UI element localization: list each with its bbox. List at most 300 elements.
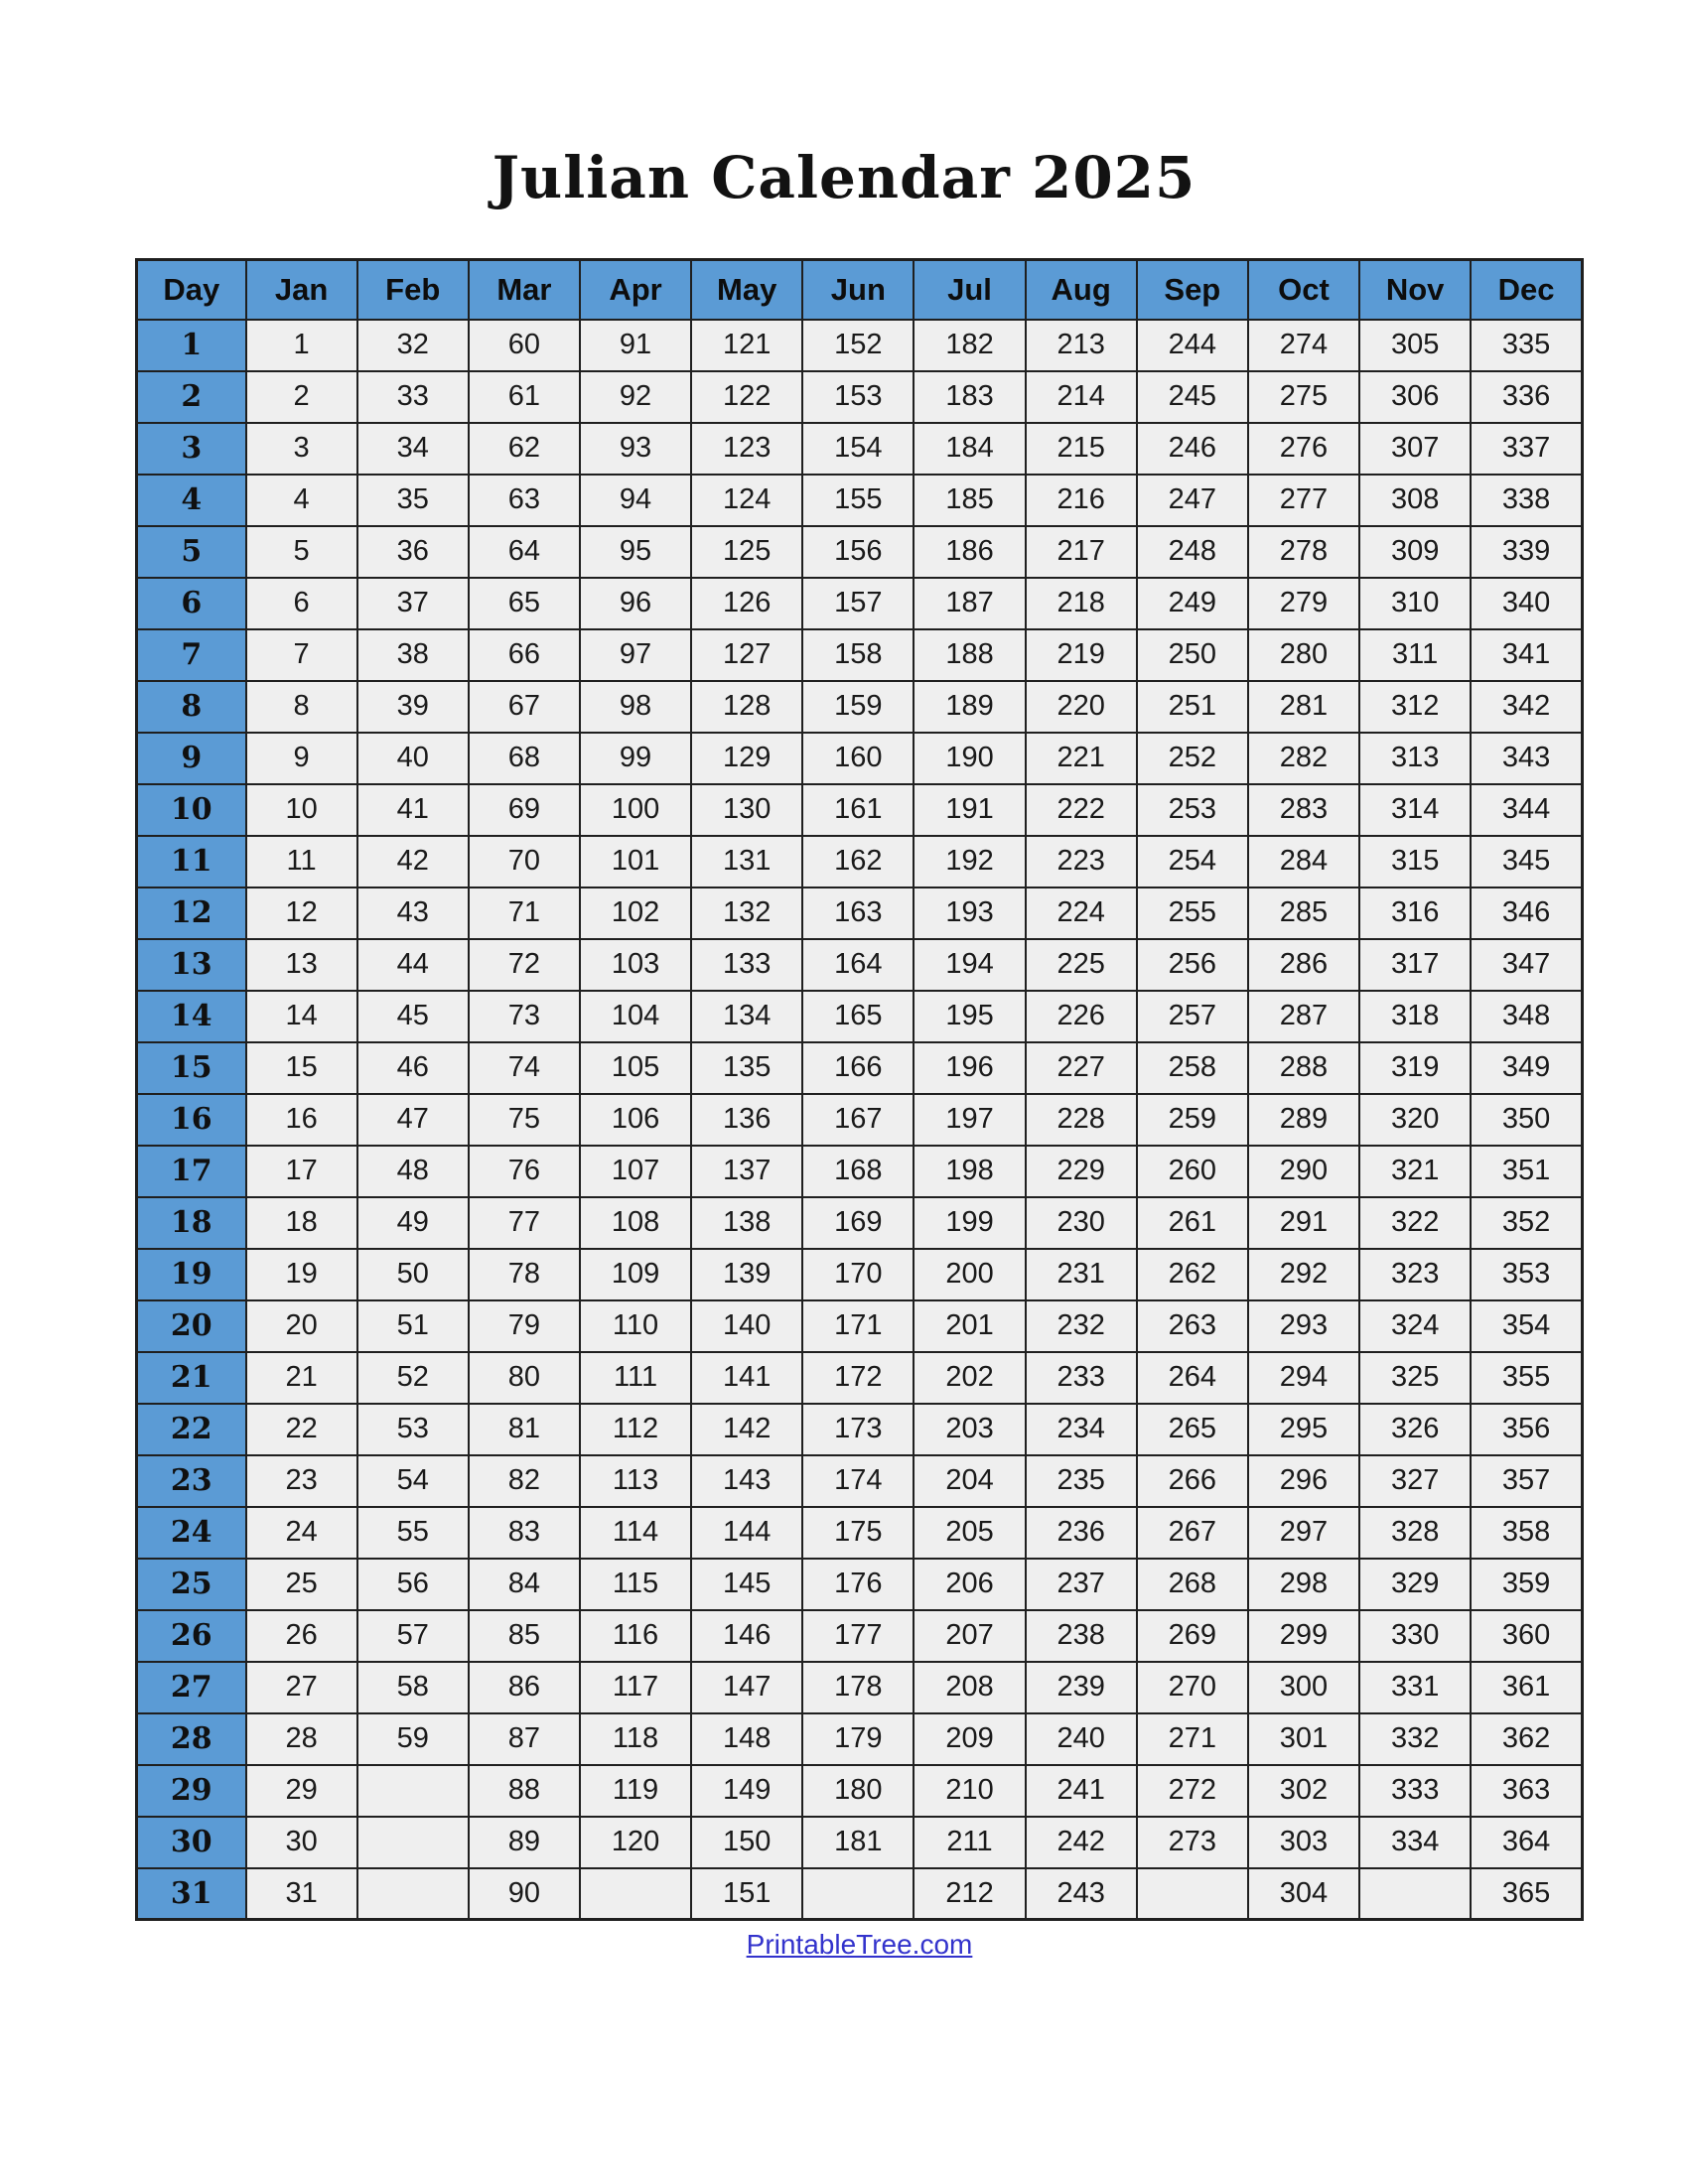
julian-day-cell: 328 xyxy=(1359,1507,1471,1559)
julian-day-cell: 180 xyxy=(802,1765,914,1817)
julian-day-cell: 53 xyxy=(357,1404,469,1455)
julian-day-cell: 327 xyxy=(1359,1455,1471,1507)
julian-day-cell: 122 xyxy=(691,371,802,423)
day-cell: 4 xyxy=(137,475,246,526)
julian-day-cell: 226 xyxy=(1026,991,1137,1042)
julian-day-cell: 261 xyxy=(1137,1197,1248,1249)
julian-day-cell: 228 xyxy=(1026,1094,1137,1146)
julian-day-cell: 69 xyxy=(469,784,580,836)
julian-day-cell: 211 xyxy=(914,1817,1025,1868)
julian-day-cell: 12 xyxy=(246,887,357,939)
julian-day-cell: 48 xyxy=(357,1146,469,1197)
julian-day-cell: 148 xyxy=(691,1713,802,1765)
table-row xyxy=(137,371,1583,423)
julian-day-cell: 350 xyxy=(1471,1094,1582,1146)
julian-day-cell: 340 xyxy=(1471,578,1582,629)
julian-day-cell: 63 xyxy=(469,475,580,526)
day-cell: 23 xyxy=(137,1455,246,1507)
column-header-jul: Jul xyxy=(914,260,1025,320)
julian-day-cell: 36 xyxy=(357,526,469,578)
julian-day-cell: 116 xyxy=(580,1610,691,1662)
julian-day-cell: 100 xyxy=(580,784,691,836)
table-row xyxy=(137,578,1583,629)
julian-day-cell: 361 xyxy=(1471,1662,1582,1713)
julian-day-cell: 242 xyxy=(1026,1817,1137,1868)
table-row xyxy=(137,1300,1583,1352)
julian-day-cell: 217 xyxy=(1026,526,1137,578)
julian-day-cell: 192 xyxy=(914,836,1025,887)
julian-day-cell: 60 xyxy=(469,320,580,371)
table-row xyxy=(137,836,1583,887)
julian-day-cell: 162 xyxy=(802,836,914,887)
julian-day-cell: 19 xyxy=(246,1249,357,1300)
julian-day-cell: 284 xyxy=(1248,836,1359,887)
julian-day-cell: 190 xyxy=(914,733,1025,784)
julian-day-cell: 154 xyxy=(802,423,914,475)
table-body xyxy=(137,320,1583,1920)
julian-day-cell: 150 xyxy=(691,1817,802,1868)
julian-day-cell: 224 xyxy=(1026,887,1137,939)
julian-day-cell: 346 xyxy=(1471,887,1582,939)
julian-day-cell: 319 xyxy=(1359,1042,1471,1094)
table-row xyxy=(137,320,1583,371)
julian-day-cell: 58 xyxy=(357,1662,469,1713)
julian-day-cell: 191 xyxy=(914,784,1025,836)
column-header-day: Day xyxy=(137,260,246,320)
julian-day-cell: 181 xyxy=(802,1817,914,1868)
julian-day-cell: 77 xyxy=(469,1197,580,1249)
julian-day-cell: 13 xyxy=(246,939,357,991)
julian-day-cell: 185 xyxy=(914,475,1025,526)
julian-day-cell: 144 xyxy=(691,1507,802,1559)
julian-day-cell: 160 xyxy=(802,733,914,784)
julian-day-cell: 110 xyxy=(580,1300,691,1352)
julian-day-cell: 297 xyxy=(1248,1507,1359,1559)
julian-day-cell: 335 xyxy=(1471,320,1582,371)
julian-day-cell: 220 xyxy=(1026,681,1137,733)
julian-day-cell: 127 xyxy=(691,629,802,681)
julian-day-cell: 246 xyxy=(1137,423,1248,475)
day-cell: 14 xyxy=(137,991,246,1042)
julian-day-cell: 171 xyxy=(802,1300,914,1352)
column-header-jun: Jun xyxy=(802,260,914,320)
day-cell: 25 xyxy=(137,1559,246,1610)
day-cell: 18 xyxy=(137,1197,246,1249)
julian-day-cell: 179 xyxy=(802,1713,914,1765)
julian-day-cell: 111 xyxy=(580,1352,691,1404)
julian-day-cell: 279 xyxy=(1248,578,1359,629)
julian-day-cell: 230 xyxy=(1026,1197,1137,1249)
column-header-nov: Nov xyxy=(1359,260,1471,320)
julian-day-cell xyxy=(1359,1868,1471,1920)
julian-day-cell: 11 xyxy=(246,836,357,887)
julian-day-cell: 81 xyxy=(469,1404,580,1455)
julian-day-cell: 198 xyxy=(914,1146,1025,1197)
table-row xyxy=(137,939,1583,991)
julian-day-cell: 278 xyxy=(1248,526,1359,578)
julian-day-cell: 321 xyxy=(1359,1146,1471,1197)
julian-day-cell: 79 xyxy=(469,1300,580,1352)
julian-day-cell: 213 xyxy=(1026,320,1137,371)
julian-day-cell: 238 xyxy=(1026,1610,1137,1662)
julian-day-cell: 4 xyxy=(246,475,357,526)
julian-day-cell: 312 xyxy=(1359,681,1471,733)
julian-day-cell: 54 xyxy=(357,1455,469,1507)
julian-day-cell: 32 xyxy=(357,320,469,371)
julian-day-cell: 293 xyxy=(1248,1300,1359,1352)
julian-day-cell: 275 xyxy=(1248,371,1359,423)
julian-day-cell: 151 xyxy=(691,1868,802,1920)
julian-day-cell: 271 xyxy=(1137,1713,1248,1765)
julian-day-cell: 218 xyxy=(1026,578,1137,629)
julian-day-cell: 62 xyxy=(469,423,580,475)
julian-day-cell: 109 xyxy=(580,1249,691,1300)
julian-day-cell: 244 xyxy=(1137,320,1248,371)
day-cell: 30 xyxy=(137,1817,246,1868)
julian-day-cell: 129 xyxy=(691,733,802,784)
julian-day-cell: 199 xyxy=(914,1197,1025,1249)
julian-day-cell: 322 xyxy=(1359,1197,1471,1249)
julian-day-cell: 268 xyxy=(1137,1559,1248,1610)
julian-day-cell: 265 xyxy=(1137,1404,1248,1455)
page-title: Julian Calendar 2025 xyxy=(492,144,1196,211)
julian-day-cell: 67 xyxy=(469,681,580,733)
julian-day-cell: 106 xyxy=(580,1094,691,1146)
day-cell: 7 xyxy=(137,629,246,681)
julian-day-cell: 365 xyxy=(1471,1868,1582,1920)
column-header-mar: Mar xyxy=(469,260,580,320)
julian-day-cell: 140 xyxy=(691,1300,802,1352)
julian-day-cell: 26 xyxy=(246,1610,357,1662)
julian-day-cell: 292 xyxy=(1248,1249,1359,1300)
day-cell: 24 xyxy=(137,1507,246,1559)
julian-day-cell: 294 xyxy=(1248,1352,1359,1404)
julian-day-cell: 83 xyxy=(469,1507,580,1559)
julian-day-cell: 349 xyxy=(1471,1042,1582,1094)
julian-day-cell: 42 xyxy=(357,836,469,887)
julian-day-cell: 90 xyxy=(469,1868,580,1920)
julian-day-cell: 56 xyxy=(357,1559,469,1610)
table-head xyxy=(137,260,1583,320)
julian-day-cell: 45 xyxy=(357,991,469,1042)
column-header-jan: Jan xyxy=(246,260,357,320)
julian-day-cell: 143 xyxy=(691,1455,802,1507)
julian-day-cell: 114 xyxy=(580,1507,691,1559)
julian-day-cell: 306 xyxy=(1359,371,1471,423)
day-cell: 2 xyxy=(137,371,246,423)
table-row xyxy=(137,1713,1583,1765)
julian-day-cell: 35 xyxy=(357,475,469,526)
table-row xyxy=(137,1249,1583,1300)
julian-day-cell: 194 xyxy=(914,939,1025,991)
julian-day-cell: 215 xyxy=(1026,423,1137,475)
julian-day-cell: 184 xyxy=(914,423,1025,475)
julian-day-cell: 289 xyxy=(1248,1094,1359,1146)
julian-day-cell: 68 xyxy=(469,733,580,784)
julian-day-cell: 76 xyxy=(469,1146,580,1197)
julian-day-cell: 339 xyxy=(1471,526,1582,578)
julian-day-cell: 178 xyxy=(802,1662,914,1713)
julian-day-cell: 18 xyxy=(246,1197,357,1249)
day-cell: 22 xyxy=(137,1404,246,1455)
table-row xyxy=(137,526,1583,578)
table-row xyxy=(137,475,1583,526)
julian-day-cell: 225 xyxy=(1026,939,1137,991)
julian-day-cell: 249 xyxy=(1137,578,1248,629)
julian-day-cell: 82 xyxy=(469,1455,580,1507)
julian-day-cell: 269 xyxy=(1137,1610,1248,1662)
julian-day-cell: 112 xyxy=(580,1404,691,1455)
julian-day-cell: 344 xyxy=(1471,784,1582,836)
julian-day-cell: 313 xyxy=(1359,733,1471,784)
header-row xyxy=(137,260,1583,320)
julian-day-cell: 31 xyxy=(246,1868,357,1920)
julian-day-cell: 141 xyxy=(691,1352,802,1404)
julian-day-cell: 163 xyxy=(802,887,914,939)
julian-day-cell: 75 xyxy=(469,1094,580,1146)
julian-day-cell: 17 xyxy=(246,1146,357,1197)
julian-day-cell: 266 xyxy=(1137,1455,1248,1507)
table-row xyxy=(137,784,1583,836)
table-row xyxy=(137,423,1583,475)
julian-day-cell: 164 xyxy=(802,939,914,991)
julian-day-cell: 20 xyxy=(246,1300,357,1352)
julian-day-cell xyxy=(1137,1868,1248,1920)
julian-day-cell: 186 xyxy=(914,526,1025,578)
julian-day-cell: 343 xyxy=(1471,733,1582,784)
julian-day-cell: 91 xyxy=(580,320,691,371)
julian-day-cell: 71 xyxy=(469,887,580,939)
julian-day-cell: 326 xyxy=(1359,1404,1471,1455)
julian-day-cell: 240 xyxy=(1026,1713,1137,1765)
julian-day-cell: 206 xyxy=(914,1559,1025,1610)
julian-day-cell: 232 xyxy=(1026,1300,1137,1352)
julian-day-cell xyxy=(357,1765,469,1817)
column-header-dec: Dec xyxy=(1471,260,1582,320)
day-cell: 3 xyxy=(137,423,246,475)
day-cell: 6 xyxy=(137,578,246,629)
day-cell: 1 xyxy=(137,320,246,371)
julian-day-cell: 87 xyxy=(469,1713,580,1765)
julian-day-cell: 354 xyxy=(1471,1300,1582,1352)
julian-day-cell: 353 xyxy=(1471,1249,1582,1300)
julian-day-cell: 251 xyxy=(1137,681,1248,733)
julian-day-cell: 341 xyxy=(1471,629,1582,681)
julian-day-cell: 41 xyxy=(357,784,469,836)
table-row xyxy=(137,1817,1583,1868)
julian-day-cell: 132 xyxy=(691,887,802,939)
julian-day-cell: 149 xyxy=(691,1765,802,1817)
table-row xyxy=(137,1094,1583,1146)
julian-day-cell: 177 xyxy=(802,1610,914,1662)
julian-day-cell: 300 xyxy=(1248,1662,1359,1713)
julian-day-cell: 123 xyxy=(691,423,802,475)
julian-day-cell: 157 xyxy=(802,578,914,629)
julian-day-cell: 197 xyxy=(914,1094,1025,1146)
julian-day-cell: 362 xyxy=(1471,1713,1582,1765)
julian-day-cell: 295 xyxy=(1248,1404,1359,1455)
julian-day-cell: 169 xyxy=(802,1197,914,1249)
julian-day-cell: 172 xyxy=(802,1352,914,1404)
julian-day-cell: 360 xyxy=(1471,1610,1582,1662)
julian-day-cell: 74 xyxy=(469,1042,580,1094)
julian-day-cell: 155 xyxy=(802,475,914,526)
julian-day-cell: 239 xyxy=(1026,1662,1137,1713)
julian-day-cell: 44 xyxy=(357,939,469,991)
julian-day-cell: 8 xyxy=(246,681,357,733)
julian-day-cell: 234 xyxy=(1026,1404,1137,1455)
day-cell: 11 xyxy=(137,836,246,887)
julian-day-cell: 203 xyxy=(914,1404,1025,1455)
julian-day-cell: 146 xyxy=(691,1610,802,1662)
julian-day-cell: 47 xyxy=(357,1094,469,1146)
julian-day-cell: 99 xyxy=(580,733,691,784)
julian-day-cell: 5 xyxy=(246,526,357,578)
table-row xyxy=(137,681,1583,733)
julian-day-cell: 135 xyxy=(691,1042,802,1094)
julian-day-cell: 101 xyxy=(580,836,691,887)
julian-day-cell: 330 xyxy=(1359,1610,1471,1662)
table-row xyxy=(137,629,1583,681)
julian-day-cell: 61 xyxy=(469,371,580,423)
julian-day-cell: 252 xyxy=(1137,733,1248,784)
julian-day-cell: 243 xyxy=(1026,1868,1137,1920)
julian-day-cell: 315 xyxy=(1359,836,1471,887)
julian-day-cell: 80 xyxy=(469,1352,580,1404)
julian-day-cell: 57 xyxy=(357,1610,469,1662)
julian-day-cell: 188 xyxy=(914,629,1025,681)
julian-day-cell: 307 xyxy=(1359,423,1471,475)
julian-day-cell: 235 xyxy=(1026,1455,1137,1507)
julian-day-cell: 214 xyxy=(1026,371,1137,423)
julian-day-cell: 50 xyxy=(357,1249,469,1300)
julian-day-cell: 24 xyxy=(246,1507,357,1559)
julian-day-cell: 55 xyxy=(357,1507,469,1559)
julian-day-cell: 231 xyxy=(1026,1249,1137,1300)
julian-day-cell xyxy=(580,1868,691,1920)
julian-day-cell: 102 xyxy=(580,887,691,939)
julian-day-cell: 311 xyxy=(1359,629,1471,681)
julian-day-cell: 314 xyxy=(1359,784,1471,836)
julian-day-cell: 139 xyxy=(691,1249,802,1300)
julian-day-cell: 138 xyxy=(691,1197,802,1249)
julian-day-cell xyxy=(357,1817,469,1868)
julian-day-cell: 27 xyxy=(246,1662,357,1713)
column-header-apr: Apr xyxy=(580,260,691,320)
julian-day-cell: 236 xyxy=(1026,1507,1137,1559)
julian-day-cell: 259 xyxy=(1137,1094,1248,1146)
julian-day-cell: 305 xyxy=(1359,320,1471,371)
day-cell: 9 xyxy=(137,733,246,784)
julian-day-cell: 263 xyxy=(1137,1300,1248,1352)
column-header-may: May xyxy=(691,260,802,320)
julian-day-cell: 88 xyxy=(469,1765,580,1817)
julian-day-cell: 3 xyxy=(246,423,357,475)
table-row xyxy=(137,1868,1583,1920)
day-cell: 31 xyxy=(137,1868,246,1920)
julian-day-cell: 227 xyxy=(1026,1042,1137,1094)
julian-day-cell: 64 xyxy=(469,526,580,578)
julian-day-cell: 145 xyxy=(691,1559,802,1610)
julian-day-cell: 49 xyxy=(357,1197,469,1249)
julian-day-cell: 274 xyxy=(1248,320,1359,371)
julian-day-cell: 153 xyxy=(802,371,914,423)
julian-day-cell: 331 xyxy=(1359,1662,1471,1713)
julian-day-cell: 14 xyxy=(246,991,357,1042)
julian-day-cell: 329 xyxy=(1359,1559,1471,1610)
footer-link[interactable]: PrintableTree.com xyxy=(746,1929,973,1960)
julian-day-cell: 103 xyxy=(580,939,691,991)
julian-day-cell: 248 xyxy=(1137,526,1248,578)
julian-day-cell xyxy=(802,1868,914,1920)
julian-day-cell: 89 xyxy=(469,1817,580,1868)
julian-day-cell: 152 xyxy=(802,320,914,371)
julian-day-cell: 170 xyxy=(802,1249,914,1300)
day-cell: 15 xyxy=(137,1042,246,1094)
julian-day-cell: 333 xyxy=(1359,1765,1471,1817)
column-header-sep: Sep xyxy=(1137,260,1248,320)
julian-day-cell: 193 xyxy=(914,887,1025,939)
julian-day-cell: 270 xyxy=(1137,1662,1248,1713)
julian-day-cell: 264 xyxy=(1137,1352,1248,1404)
calendar-table-wrap xyxy=(135,258,1584,1961)
julian-day-cell: 130 xyxy=(691,784,802,836)
julian-day-cell: 9 xyxy=(246,733,357,784)
julian-day-cell: 288 xyxy=(1248,1042,1359,1094)
julian-day-cell: 280 xyxy=(1248,629,1359,681)
julian-day-cell: 189 xyxy=(914,681,1025,733)
day-cell: 20 xyxy=(137,1300,246,1352)
julian-day-cell: 290 xyxy=(1248,1146,1359,1197)
julian-day-cell: 98 xyxy=(580,681,691,733)
julian-day-cell: 120 xyxy=(580,1817,691,1868)
julian-calendar-table xyxy=(135,258,1584,1921)
julian-day-cell: 325 xyxy=(1359,1352,1471,1404)
julian-day-cell: 201 xyxy=(914,1300,1025,1352)
julian-day-cell: 209 xyxy=(914,1713,1025,1765)
julian-day-cell: 223 xyxy=(1026,836,1137,887)
julian-day-cell: 168 xyxy=(802,1146,914,1197)
day-cell: 16 xyxy=(137,1094,246,1146)
julian-day-cell: 119 xyxy=(580,1765,691,1817)
julian-day-cell: 359 xyxy=(1471,1559,1582,1610)
julian-day-cell: 364 xyxy=(1471,1817,1582,1868)
julian-day-cell: 342 xyxy=(1471,681,1582,733)
julian-day-cell: 253 xyxy=(1137,784,1248,836)
julian-day-cell: 302 xyxy=(1248,1765,1359,1817)
julian-day-cell: 183 xyxy=(914,371,1025,423)
day-cell: 17 xyxy=(137,1146,246,1197)
julian-day-cell: 22 xyxy=(246,1404,357,1455)
julian-day-cell: 21 xyxy=(246,1352,357,1404)
julian-day-cell: 105 xyxy=(580,1042,691,1094)
table-row xyxy=(137,1352,1583,1404)
julian-day-cell: 182 xyxy=(914,320,1025,371)
table-row xyxy=(137,733,1583,784)
julian-day-cell: 255 xyxy=(1137,887,1248,939)
julian-day-cell: 167 xyxy=(802,1094,914,1146)
julian-day-cell: 15 xyxy=(246,1042,357,1094)
julian-day-cell: 52 xyxy=(357,1352,469,1404)
julian-day-cell: 108 xyxy=(580,1197,691,1249)
julian-day-cell: 219 xyxy=(1026,629,1137,681)
julian-day-cell: 254 xyxy=(1137,836,1248,887)
julian-day-cell: 258 xyxy=(1137,1042,1248,1094)
julian-day-cell: 303 xyxy=(1248,1817,1359,1868)
julian-day-cell: 336 xyxy=(1471,371,1582,423)
julian-day-cell: 147 xyxy=(691,1662,802,1713)
table-row xyxy=(137,1610,1583,1662)
